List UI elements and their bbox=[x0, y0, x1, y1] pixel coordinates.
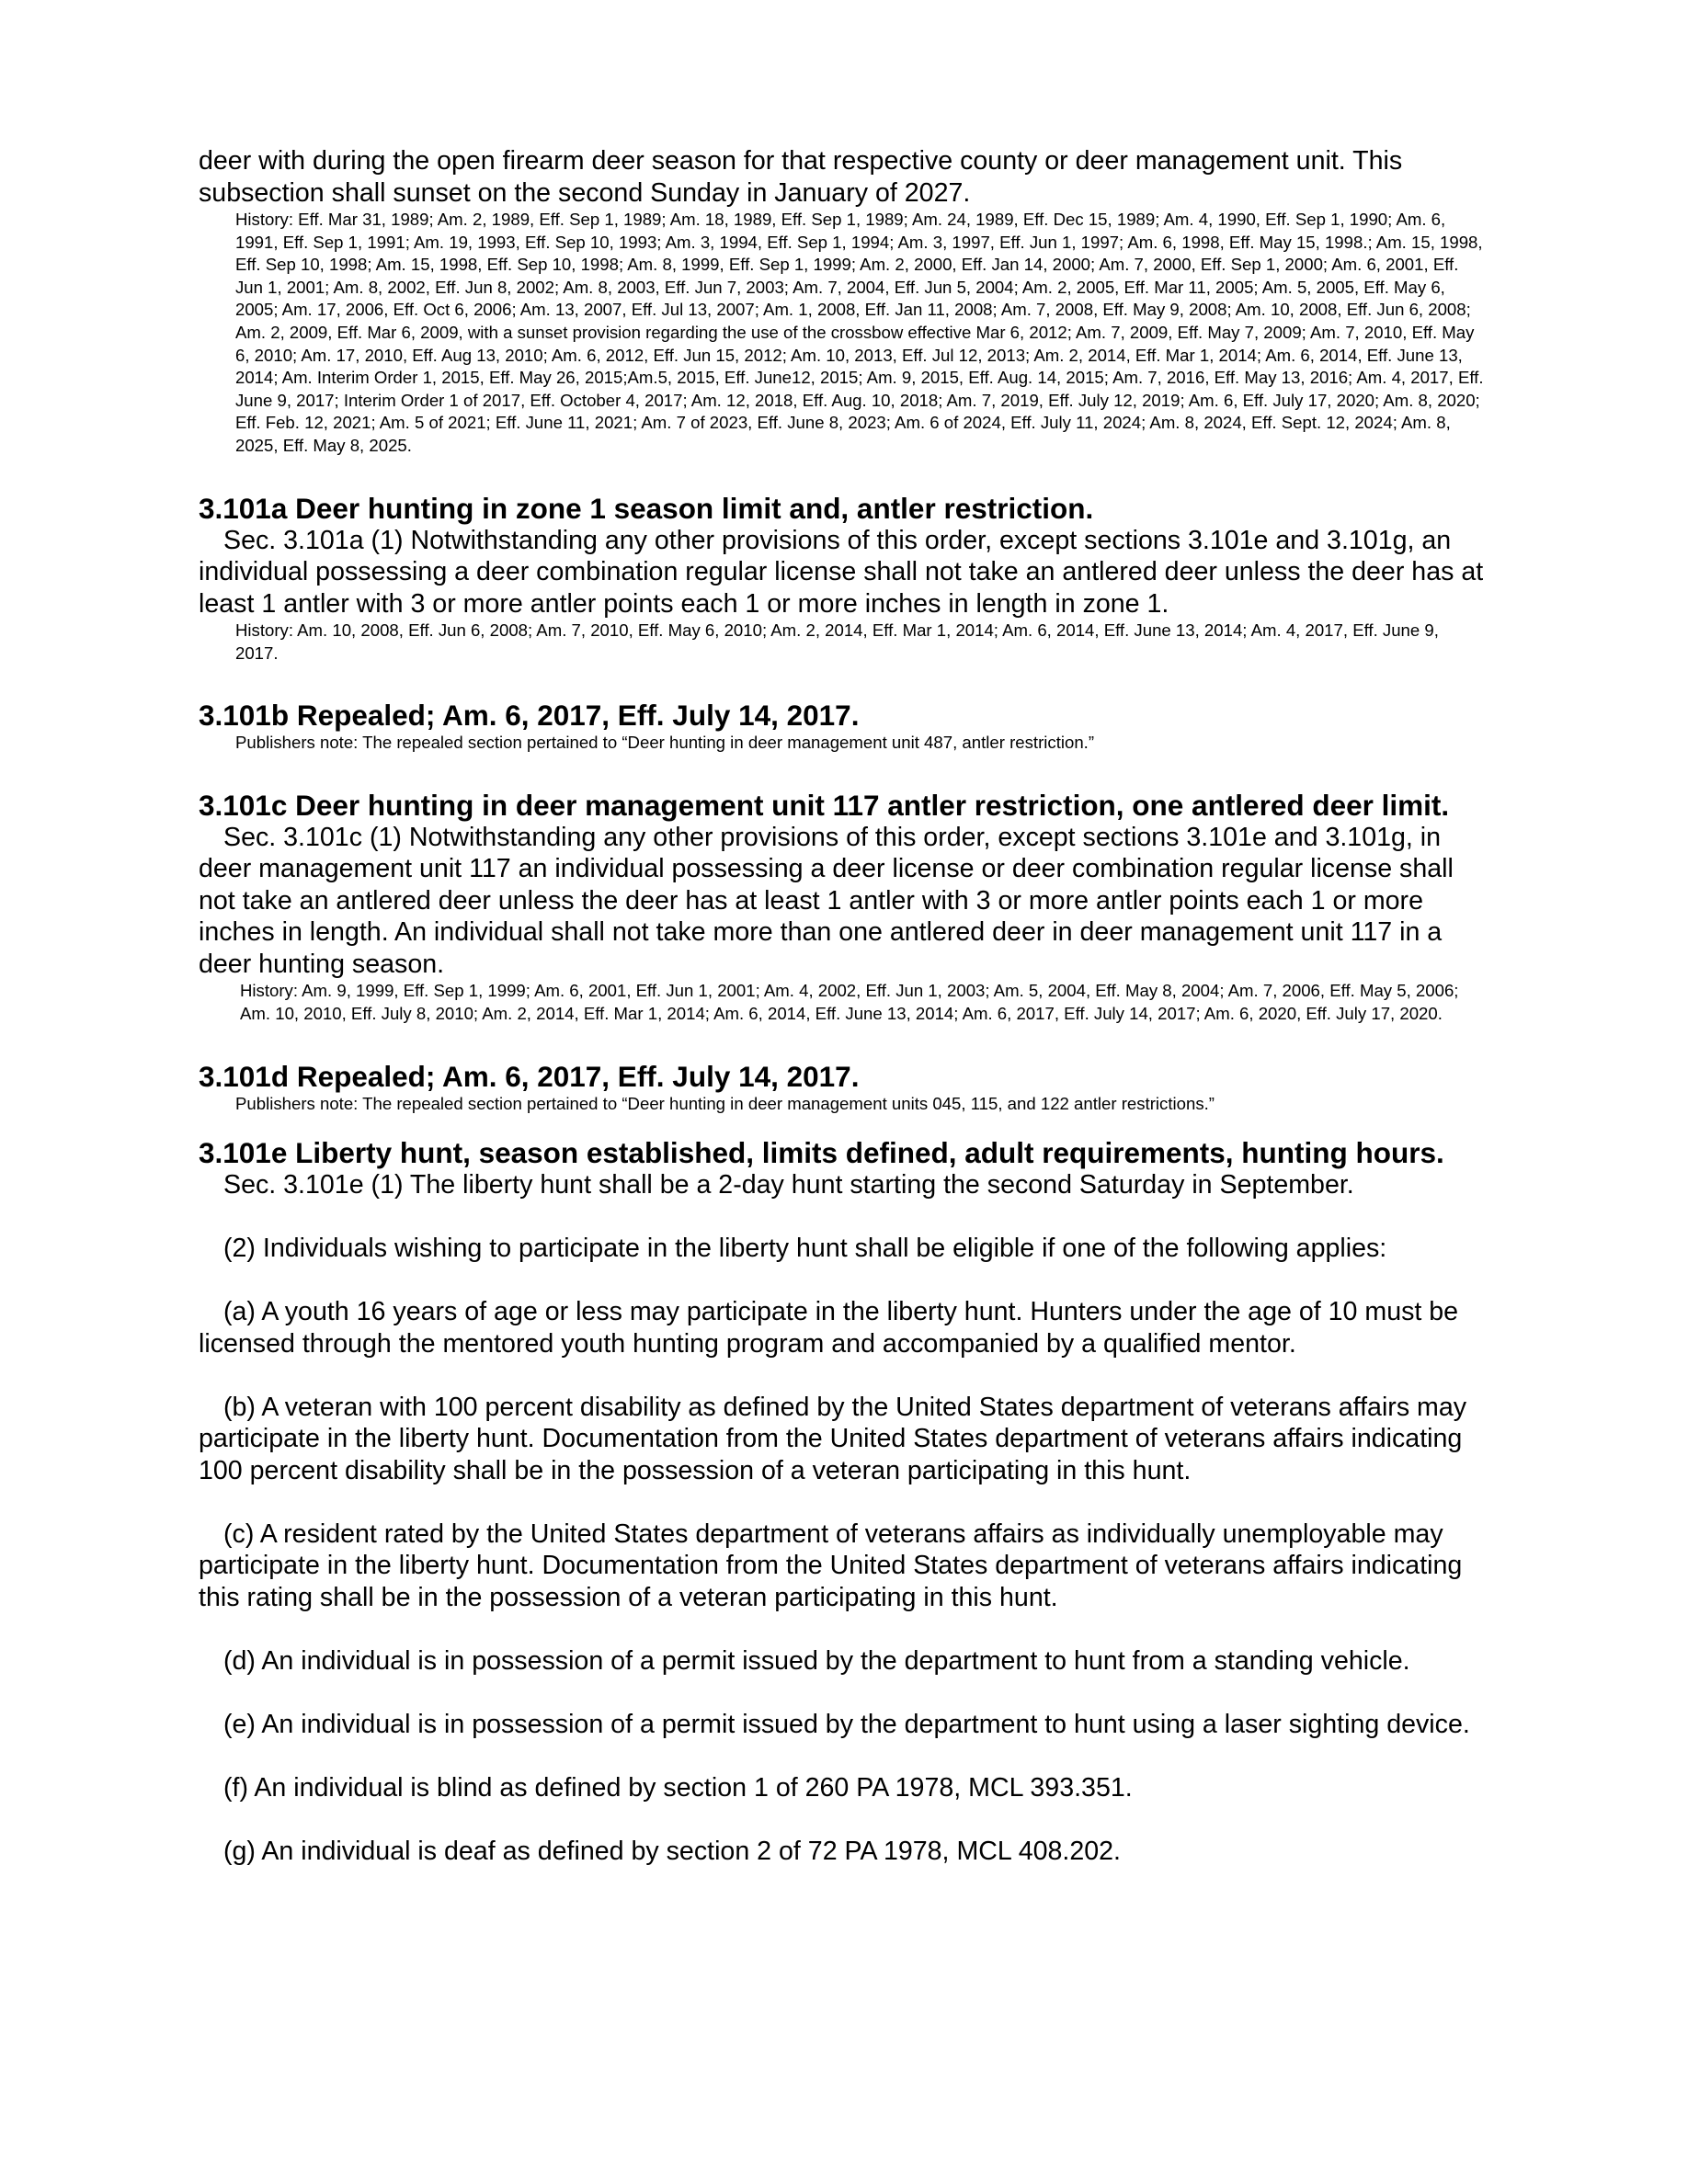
section-3-101b-note: Publishers note: The repealed section pertained to “Deer hunting in deer management unit 487, antler restriction.” bbox=[235, 733, 1095, 753]
section-3-101c-history: History: Am. 9, 1999, Eff. Sep 1, 1999; Am. 6, 2001, Eff. Jun 1, 2001; Am. 4, 2002, Eff. Jun 1, 2003; Am. 5, 2004, Eff. May 8, 2004; Am. 7, 2006, Eff. May 5, 2006; Am. 10, 2010, Eff. July 8, 2010; Am. 2, 2014, Eff. Mar 1, 2014; Am. 6, 2014, Eff. June 13, 2014; Am. 6, 2017, Eff. July 14, 2017; Am. 6, 2020, Eff. July 17, 2020. bbox=[240, 981, 1459, 1023]
section-3-101e-pb: (b) A veteran with 100 percent disability as defined by the United States department of veterans affairs may participate in the liberty hunt. Documentation from the United States department of veterans affairs indicating 100 percent disability shall be in the possession of a veteran participating in this hunt. bbox=[199, 1392, 1467, 1485]
section-3-101e-heading: 3.101e Liberty hunt, season established, limits defined, adult requirements, hunting hours. bbox=[199, 1136, 1444, 1170]
section-3-101a-heading: 3.101a Deer hunting in zone 1 season limit and, antler restriction. bbox=[199, 491, 1094, 525]
section-3-101d-heading: 3.101d Repealed; Am. 6, 2017, Eff. July 14, 2017. bbox=[199, 1059, 860, 1093]
section-3-101c-text: Sec. 3.101c (1) Notwithstanding any other provisions of this order, except sections 3.101e and 3.101g, in deer management unit 117 an individual possessing a deer license or deer combination regular license shall not take an antlered deer unless the deer has at least 1 antler with 3 or more antler points each 1 or more inches in length. An individual shall not take more than one antlered deer in deer management unit 117 in a deer hunting season. bbox=[199, 822, 1454, 979]
section-3-101b-heading: 3.101b Repealed; Am. 6, 2017, Eff. July 14, 2017. bbox=[199, 699, 860, 733]
document-page bbox=[199, 145, 1486, 1867]
section-3-101e-pd: (d) An individual is in possession of a permit issued by the department to hunt from a standing vehicle. bbox=[223, 1645, 1410, 1676]
intro-paragraph: deer with during the open firearm deer season for that respective county or deer management unit. This subsection shall sunset on the second Sunday in January of 2027. bbox=[199, 146, 1403, 208]
section-3-101a-text: Sec. 3.101a (1) Notwithstanding any other provisions of this order, except sections 3.101e and 3.101g, an individual possessing a deer combination regular license shall not take an antlered deer unless the deer has at least 1 antler with 3 or more antler points each 1 or more inches in length in zone 1. bbox=[199, 525, 1484, 619]
section-3-101e-p2: (2) Individuals wishing to participate in the liberty hunt shall be eligible if one of the following applies: bbox=[223, 1234, 1387, 1264]
section-3-101e-pf: (f) An individual is blind as defined by section 1 of 260 PA 1978, MCL 393.351. bbox=[223, 1772, 1133, 1803]
section-3-101e-pc: (c) A resident rated by the United States department of veterans affairs as individually unemployable may participate in the liberty hunt. Documentation from the United States department of veterans affairs indicating this rating shall be in the possession of a veteran participating in this hunt. bbox=[199, 1519, 1463, 1612]
section-3-101d-note: Publishers note: The repealed section pertained to “Deer hunting in deer management units 045, 115, and 122 antler restrictions.” bbox=[235, 1093, 1215, 1113]
intro-history: History: Eff. Mar 31, 1989; Am. 2, 1989, Eff. Sep 1, 1989; Am. 18, 1989, Eff. Sep 1, 1989; Am. 24, 1989, Eff. Dec 15, 1989; Am. 4, 1990, Eff. Sep 1, 1990; Am. 6, 1991, Eff. Sep 1, 1991; Am. 19, 1993, Eff. Sep 10, 1993; Am. 3, 1994, Eff. Sep 1, 1994; Am. 3, 1997, Eff. Jun 1, 1997; Am. 6, 1998, Eff. May 15, 1998.; Am. 15, 1998, Eff. Sep 10, 1998; Am. 15, 1998, Eff. Sep 10, 1998; Am. 8, 1999, Eff. Sep 1, 1999; Am. 2, 2000, Eff. Jan 14, 2000; Am. 7, 2000, Eff. Sep 1, 2000; Am. 6, 2001, Eff. Jun 1, 2001; Am. 8, 2002, Eff. Jun 8, 2002; Am. 8, 2003, Eff. Jun 7, 2003; Am. 7, 2004, Eff. Jun 5, 2004; Am. 2, 2005, Eff. Mar 11, 2005; Am. 5, 2005, Eff. May 6, 2005; Am. 17, 2006, Eff. Oct 6, 2006; Am. 13, 2007, Eff. Jul 13, 2007; Am. 1, 2008, Eff. Jan 11, 2008; Am. 7, 2008, Eff. May 9, 2008; Am. 10, 2008, Eff. Jun 6, 2008; Am. 2, 2009, Eff. Mar 6, 2009, with a sunset provision regarding the use of the crossbow effective Mar 6, 2012; Am. 7, 2009, Eff. May 7, 2009; Am. 7, 2010, Eff. May 6, 2010; Am. 17, 2010, Eff. Aug 13, 2010; Am. 6, 2012, Eff. Jun 15, 2012; Am. 10, 2013, Eff. Jul 12, 2013; Am. 2, 2014, Eff. Mar 1, 2014; Am. 6, 2014, Eff. June 13, 2014; Am. Interim Order 1, 2015, Eff. May 26, 2015;Am.5, 2015, Eff. June12, 2015; Am. 9, 2015, Eff. Aug. 14, 2015; Am. 7, 2016, Eff. May 13, 2016; Am. 4, 2017, Eff. June 9, 2017; Interim Order 1 of 2017, Eff. October 4, 2017; Am. 12, 2018, Eff. Aug. 10, 2018; Am. 7, 2019, Eff. July 12, 2019; Am. 6, Eff. July 17, 2020; Am. 8, 2020; Eff. Feb. 12, 2021; Am. 5 of 2021; Eff. June 11, 2021; Am. 7 of 2023, Eff. June 8, 2023; Am. 6 of 2024, Eff. July 11, 2024; Am. 8, 2024, Eff. Sept. 12, 2024; Am. 8, 2025, Eff. May 8, 2025. bbox=[235, 210, 1484, 455]
section-3-101e-pe: (e) An individual is in possession of a permit issued by the department to hunt using a laser sighting device. bbox=[223, 1709, 1470, 1739]
section-3-101c-heading: 3.101c Deer hunting in deer management unit 117 antler restriction, one antlered deer limit. bbox=[199, 788, 1450, 822]
section-3-101e-p1: Sec. 3.101e (1) The liberty hunt shall be a 2-day hunt starting the second Saturday in September. bbox=[223, 1170, 1354, 1200]
section-3-101e-pg: (g) An individual is deaf as defined by section 2 of 72 PA 1978, MCL 408.202. bbox=[223, 1836, 1121, 1866]
section-3-101a-history: History: Am. 10, 2008, Eff. Jun 6, 2008; Am. 7, 2010, Eff. May 6, 2010; Am. 2, 2014, Eff. Mar 1, 2014; Am. 6, 2014, Eff. June 13, 2014; Am. 4, 2017, Eff. June 9, 2017. bbox=[235, 620, 1439, 663]
section-3-101e-pa: (a) A youth 16 years of age or less may participate in the liberty hunt. Hunters under the age of 10 must be licensed through the mentored youth hunting program and accompanied by a qualified mentor. bbox=[199, 1297, 1459, 1359]
